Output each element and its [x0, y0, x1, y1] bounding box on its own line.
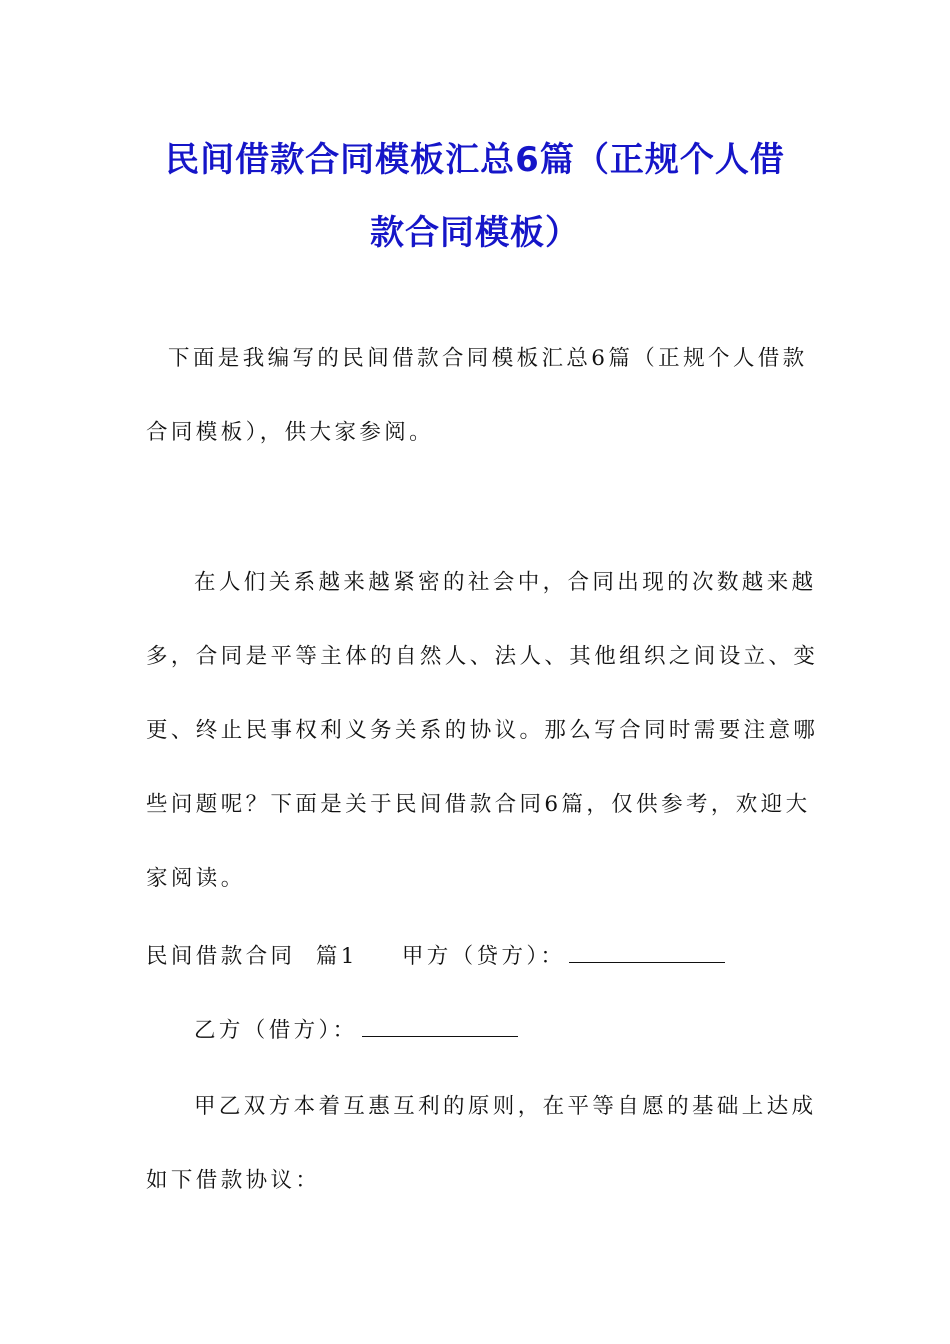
preface-line-2: 多，合同是平等主体的自然人、法人、其他组织之间设立、变	[146, 644, 819, 669]
party-b-line	[146, 994, 806, 1068]
party-b-label: 乙方（借方）：	[194, 1018, 358, 1043]
party-a-blank	[569, 940, 725, 963]
preface-line-4: 些问题呢？下面是关于民间借款合同6篇，仅供参考，欢迎大	[146, 792, 811, 817]
document-title-line-2: 款合同模板）	[370, 213, 580, 253]
contract-1-header	[146, 920, 806, 994]
preface-line-3: 更、终止民事权利义务关系的协议。那么写合同时需要注意哪	[146, 718, 819, 743]
intro-line-2: 合同模板），供大家参阅。	[146, 420, 435, 445]
preface-line-5: 家阅读。	[146, 866, 246, 891]
agreement-line-2: 如下借款协议：	[146, 1168, 321, 1193]
intro-line-1: 下面是我编写的民间借款合同模板汇总6篇（正规个人借款	[168, 346, 808, 371]
contract-1-heading: 民间借款合同 篇1	[146, 944, 358, 969]
party-b-blank	[362, 1014, 518, 1037]
party-b-row	[146, 994, 806, 1068]
intro-paragraph	[146, 322, 806, 470]
party-a-label: 甲方（贷方）：	[401, 944, 566, 969]
agreement-line-1: 甲乙双方本着互惠互利的原则，在平等自愿的基础上达成	[194, 1094, 817, 1119]
preface-paragraph	[146, 546, 819, 916]
document-title-line-1: 民间借款合同模板汇总6篇（正规个人借	[165, 140, 785, 180]
preface-line-1: 在人们关系越来越紧密的社会中，合同出现的次数越来越	[194, 570, 817, 595]
agreement-paragraph	[146, 1070, 817, 1218]
contract-1-heading-line	[146, 920, 806, 994]
